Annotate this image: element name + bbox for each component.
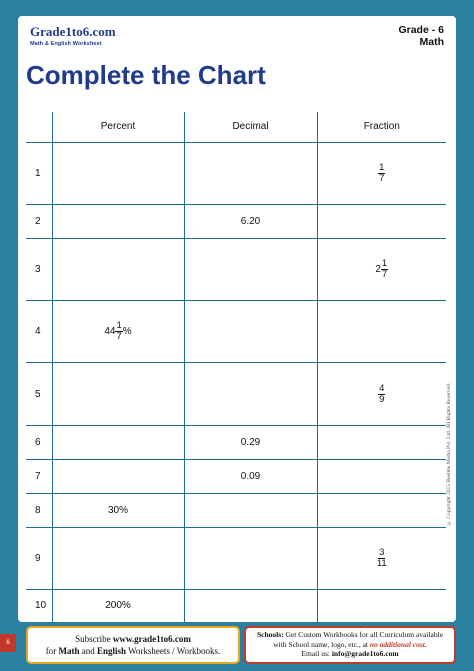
worksheet-page [18, 16, 456, 622]
brand-logo [30, 24, 116, 47]
table-row [26, 459, 446, 493]
fraction-denominator: 7 [381, 268, 388, 280]
fraction-cell[interactable] [317, 142, 446, 204]
table-row [26, 363, 446, 425]
row-number: 7 [26, 459, 52, 493]
worksheets-text: Worksheets / Workbooks. [126, 646, 221, 656]
fraction-cell[interactable] [317, 301, 446, 363]
decimal-cell[interactable] [184, 363, 317, 425]
chart-table [26, 112, 446, 622]
website-link[interactable]: www.grade1to6.com [112, 634, 191, 644]
row-number: 6 [26, 425, 52, 459]
brand-name: Grade1to6.com [30, 24, 116, 39]
decimal-cell[interactable] [184, 301, 317, 363]
table-row [26, 425, 446, 459]
school-name-text: with School name, logo, etc., at [273, 639, 370, 649]
percent-cell[interactable]: 200% [52, 589, 184, 622]
table-row [26, 238, 446, 300]
fraction-cell[interactable] [317, 589, 446, 622]
decimal-cell[interactable] [184, 493, 317, 527]
fraction-numerator: 1 [116, 320, 122, 332]
row-number: 5 [26, 363, 52, 425]
no-cost-text: no additional cost. [369, 639, 427, 649]
table-header-row [26, 112, 446, 142]
fraction [381, 259, 388, 280]
table-row [26, 527, 446, 589]
percent-sign: % [122, 326, 132, 338]
schools-line-1 [246, 630, 454, 640]
grade-label [398, 24, 444, 48]
fraction-numerator: 1 [379, 161, 385, 173]
fraction-numerator: 4 [379, 382, 385, 394]
fraction-denominator: 7 [379, 172, 385, 184]
schools-text: Get Custom Workbooks for all Curriculum available [283, 630, 444, 639]
subscribe-banner [26, 626, 240, 664]
subscribe-line-1 [28, 633, 238, 645]
fraction-cell[interactable] [317, 493, 446, 527]
copyright-notice: © Copyright 2015 Beeline Media Pvt. Ltd. All Rights Reserved. [446, 382, 452, 526]
fraction-cell[interactable] [317, 527, 446, 589]
fraction-cell[interactable] [317, 459, 446, 493]
grade-level: Grade - 6 [398, 24, 444, 36]
column-header-decimal: Decimal [184, 112, 317, 142]
schools-label: Schools: [256, 630, 284, 639]
percent-cell[interactable] [52, 527, 184, 589]
percent-cell[interactable] [52, 363, 184, 425]
percent-cell[interactable]: 30% [52, 493, 184, 527]
decimal-cell[interactable] [184, 142, 317, 204]
decimal-cell[interactable] [184, 589, 317, 622]
schools-line-3 [246, 649, 454, 659]
fraction-numerator: 1 [381, 257, 388, 269]
decimal-cell[interactable]: 6.20 [184, 204, 317, 238]
page-number: 6 [0, 634, 16, 652]
decimal-cell[interactable]: 0.09 [184, 459, 317, 493]
decimal-cell[interactable] [184, 527, 317, 589]
fraction [378, 163, 385, 184]
fraction-cell[interactable] [317, 238, 446, 300]
schools-banner [244, 626, 456, 664]
fraction [115, 321, 122, 342]
row-number: 9 [26, 527, 52, 589]
column-header-percent: Percent [52, 112, 184, 142]
table-row [26, 204, 446, 238]
decimal-cell[interactable] [184, 238, 317, 300]
decimal-cell[interactable]: 0.29 [184, 425, 317, 459]
row-number: 4 [26, 301, 52, 363]
column-header-number [26, 112, 52, 142]
subscribe-line-2 [28, 645, 238, 657]
fraction-denominator: 11 [376, 557, 387, 569]
fraction-cell[interactable] [317, 425, 446, 459]
percent-cell[interactable] [52, 459, 184, 493]
fraction-cell[interactable] [317, 204, 446, 238]
fraction-denominator: 7 [116, 331, 122, 343]
fraction-whole: 2 [375, 263, 381, 275]
percent-cell[interactable] [52, 142, 184, 204]
percent-cell[interactable] [52, 425, 184, 459]
percent-cell[interactable] [52, 238, 184, 300]
row-number: 8 [26, 493, 52, 527]
fraction-cell[interactable] [317, 363, 446, 425]
percent-cell[interactable] [52, 301, 184, 363]
table-row [26, 493, 446, 527]
fraction-whole: 44 [104, 326, 116, 338]
fraction-denominator: 9 [379, 393, 385, 405]
email-link[interactable]: info@grade1to6.com [331, 649, 399, 658]
email-label: Email us: [301, 649, 332, 658]
for-text: for [45, 646, 59, 656]
row-number: 1 [26, 142, 52, 204]
subject-label: Math [419, 36, 444, 48]
schools-line-2 [246, 640, 454, 650]
english-text: English [97, 646, 127, 656]
table-row [26, 301, 446, 363]
table-body [26, 142, 446, 622]
row-number: 10 [26, 589, 52, 622]
percent-cell[interactable] [52, 204, 184, 238]
brand-subtitle: Math & English Worksheet [30, 41, 102, 47]
fraction [378, 384, 385, 405]
row-number: 3 [26, 238, 52, 300]
row-number: 2 [26, 204, 52, 238]
fraction-numerator: 3 [379, 546, 385, 558]
table-row [26, 142, 446, 204]
and-text: and [79, 646, 97, 656]
column-header-fraction: Fraction [317, 112, 446, 142]
page-title: Complete the Chart [26, 60, 266, 90]
fraction [377, 548, 387, 569]
table-row [26, 589, 446, 622]
math-text: Math [58, 646, 80, 656]
subscribe-text: Subscribe [75, 634, 113, 644]
